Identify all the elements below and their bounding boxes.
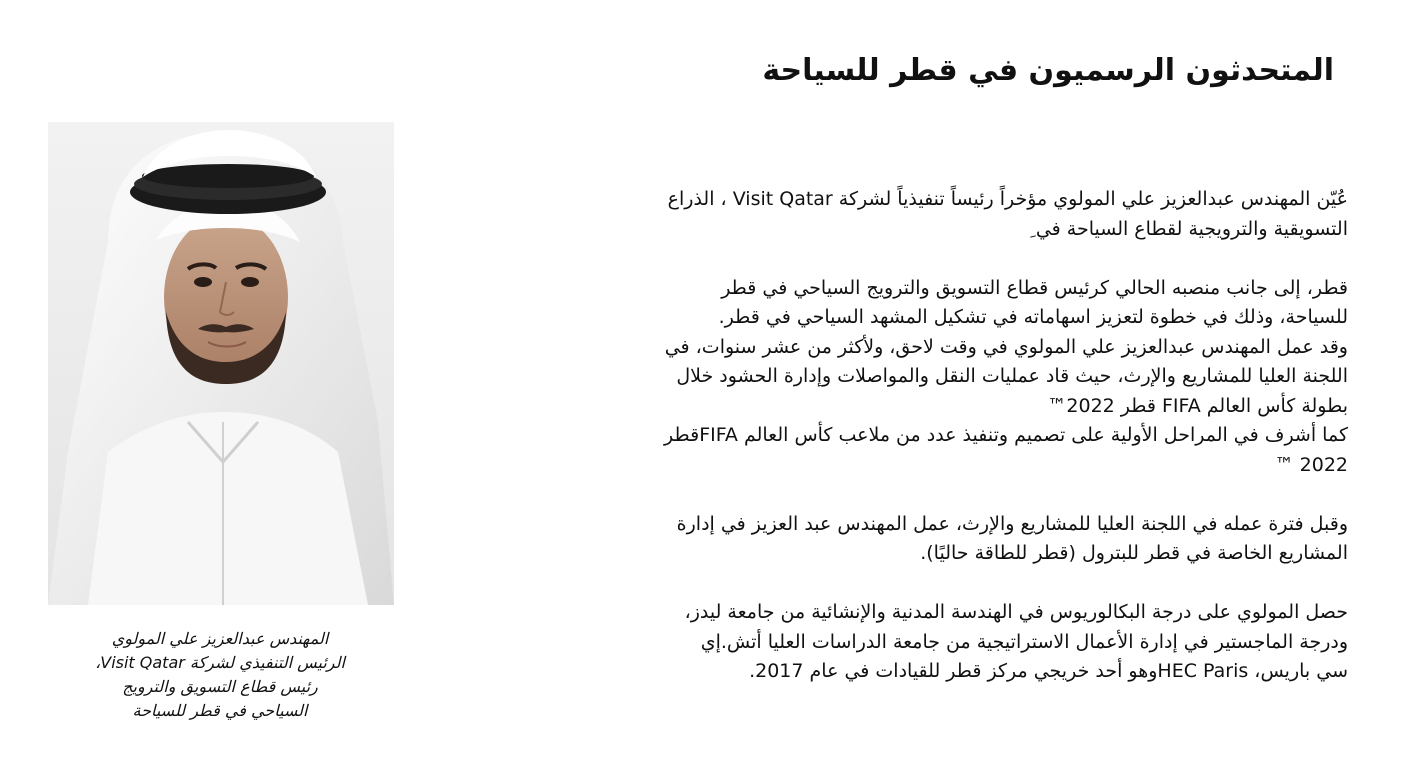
bio-line: التسويقية والترويجية لقطاع السياحة في ِ <box>1030 217 1348 240</box>
speaker-bio <box>446 185 1348 687</box>
bio-line: عُيّن المهندس عبدالعزيز علي المولوي مؤخراً رئيساً تنفيذياً لشركة Visit Qatar ، الذراع <box>667 188 1348 210</box>
bio-line: وقبل فترة عمله في اللجنة العليا للمشاريع والإرث، عمل المهندس عبد العزيز في إدارة <box>676 512 1348 535</box>
paragraph-gap <box>446 244 1348 274</box>
paragraph-gap <box>446 569 1348 599</box>
caption-line: المهندس عبدالعزيز علي المولوي <box>111 629 329 648</box>
bio-line: سي باريس، HEC Parisوهو أحد خريجي مركز قطر للقيادات في عام 2017. <box>749 660 1348 682</box>
caption-line: الرئيس التنفيذي لشركة Visit Qatar، <box>95 653 345 672</box>
bio-line: حصل المولوي على درجة البكالوريوس في الهندسة المدنية والإنشائية من جامعة ليدز، <box>684 601 1348 623</box>
page-title: المتحدثون الرسميون في قطر للسياحة <box>762 53 1334 88</box>
speaker-portrait <box>48 122 394 605</box>
bio-line: كما أشرف في المراحل الأولية على تصميم وتنفيذ عدد من ملاعب كأس العالم FIFAقطر <box>664 424 1348 446</box>
bio-line: قطر، إلى جانب منصبه الحالي كرئيس قطاع التسويق والترويج السياحي في قطر <box>721 276 1348 299</box>
bio-line: وقد عمل المهندس عبدالعزيز علي المولوي في وقت لاحق، ولأكثر من عشر سنوات، في <box>664 335 1348 358</box>
caption-line: رئيس قطاع التسويق والترويج <box>122 677 318 696</box>
speaker-photo <box>48 122 394 605</box>
paragraph-gap <box>446 480 1348 510</box>
bio-line: 2022 ™ <box>1274 453 1348 476</box>
bio-line: بطولة كأس العالم FIFA قطر 2022™ <box>1047 394 1348 417</box>
bio-line: ودرجة الماجستير في إدارة الأعمال الاستراتيجية من جامعة الدراسات العليا أتش.إي <box>700 630 1348 653</box>
bio-line: المشاريع الخاصة في قطر للبترول (قطر للطاقة حاليًا). <box>920 542 1348 564</box>
caption-line: السياحي في قطر للسياحة <box>132 701 308 720</box>
bio-line: للسياحة، وذلك في خطوة لتعزيز اسهاماته في تشكيل المشهد السياحي في قطر. <box>718 306 1348 328</box>
bio-line: اللجنة العليا للمشاريع والإرث، حيث قاد عمليات النقل والمواصلات وإدارة الحشود خلال <box>676 365 1348 387</box>
speaker-caption <box>30 627 410 723</box>
